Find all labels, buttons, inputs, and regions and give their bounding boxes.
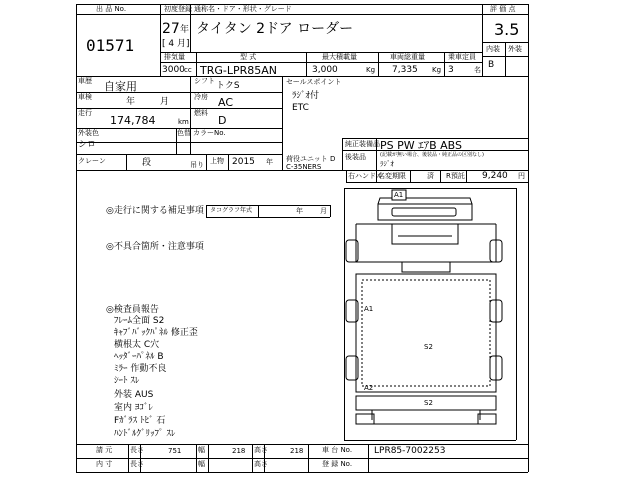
gross-weight: 7,335 (392, 65, 418, 75)
capacity-label: 乗車定員 (448, 53, 476, 61)
height-label: 高さ (254, 446, 268, 454)
recycle-paid-label: 済 (427, 172, 434, 180)
sales-point-line: ﾗｼﾞｵ付 (292, 91, 320, 101)
length-value: 751 (168, 447, 182, 455)
ac: AC (218, 96, 234, 109)
fuel-label: 燃料 (194, 109, 208, 117)
recycle-label: R預託 (446, 172, 465, 180)
km-unit: km (178, 118, 189, 126)
report-item: 外装 AUS (114, 390, 154, 400)
color-number-label: カラーNo. (193, 129, 226, 137)
model-code: TRG-LPR85AN (200, 64, 278, 77)
report-item: ﾌﾚｰﾑ全面 S2 (114, 316, 165, 326)
interior-label: 内装 (486, 45, 500, 53)
report-item: ｷｬﾌﾞﾊﾞｯｸﾊﾟﾈﾙ 修正歪 (114, 328, 198, 338)
damage-mark: A1 (394, 191, 404, 199)
inspector-report-title: ◎検査員報告 (106, 305, 159, 315)
first-reg-month: [ 4 月] (162, 39, 190, 49)
shift: トクS (216, 81, 240, 91)
length-label: 長さ (130, 446, 144, 454)
loader-model: C-35NERS (286, 163, 322, 171)
shift-label: シフト (194, 77, 215, 85)
color-change-label: 色替 (177, 129, 191, 137)
aftermarket-note: (記載が無い場合、後装品・純正品の区別なし) (380, 152, 484, 158)
model-label: 型 式 (240, 53, 257, 61)
mileage-label: 走行 (78, 109, 92, 117)
report-item: ﾐﾗｰ 作動不良 (114, 364, 167, 374)
max-load: 3,000 (312, 65, 338, 75)
persons-unit: 名 (474, 66, 481, 74)
displacement-label: 排気量 (164, 53, 185, 61)
tacho-month: 月 (320, 207, 327, 215)
gross-weight-label: 車両総重量 (390, 53, 425, 61)
fuel: D (218, 114, 227, 127)
title-change-label: 名変期限 (378, 172, 406, 180)
mileage: 174,784 (110, 114, 156, 127)
ac-label: 冷房 (194, 93, 208, 101)
equipment-label: 純正装備品 (345, 140, 380, 148)
lot-number: 01571 (86, 36, 135, 55)
sales-point-line: ETC (292, 103, 309, 113)
displacement: 3000 (162, 65, 185, 75)
upper-year: 2015 (232, 157, 255, 167)
report-item: ｼｰﾄ ｽﾚ (114, 376, 140, 386)
damage-mark: S2 (424, 399, 433, 407)
damage-mark: A2 (364, 384, 374, 392)
defects-title: ◎不具合箇所・注意事項 (106, 242, 204, 252)
report-item: ﾍｯﾀﾞｰﾊﾟﾈﾙ B (114, 352, 164, 362)
aftermarket: ﾗｼﾞｵ (380, 160, 394, 168)
first-reg-label: 初度登録 (164, 5, 192, 13)
exterior-label: 外装 (508, 45, 522, 53)
width-label: 幅 (198, 446, 205, 454)
width-value: 218 (232, 447, 246, 455)
inspection-label: 車検 (78, 93, 92, 101)
year-label: 年 (180, 25, 190, 35)
report-item: 横根太 C穴 (114, 340, 160, 350)
first-reg-year: 27 (162, 21, 180, 37)
cc-unit: cc (184, 66, 192, 74)
max-load-label: 最大積載量 (322, 53, 357, 61)
upper-label: 上物 (210, 157, 224, 165)
loader-label: 荷役ユニット D (286, 155, 336, 163)
crane-label: クレーン (78, 157, 106, 165)
tacho-label: タコグラフ年式 (210, 207, 253, 214)
score: 3.5 (494, 20, 520, 39)
tacho-year: 年 (296, 207, 303, 215)
inner-length-label: 長さ (130, 460, 144, 468)
running-notes-title: ◎走行に関する補足事項 (106, 206, 204, 216)
report-item: Fｶﾞﾗｽ ﾄﾋﾞ 石 (114, 416, 166, 426)
inspection-month: 月 (160, 97, 170, 107)
damage-mark: A1 (364, 305, 374, 313)
inner-height-label: 高さ (254, 460, 268, 468)
outer-dims-label: 請 元 (96, 446, 113, 454)
report-item: 室内 ﾖｺﾞﾚ (114, 403, 153, 413)
damage-mark: S2 (424, 343, 433, 351)
recycle-fee: 9,240 (482, 171, 508, 181)
kg-unit: Kg (366, 66, 376, 74)
upper-year-unit: 年 (266, 158, 273, 166)
color: シロ (78, 140, 97, 150)
kg-unit-2: Kg (432, 66, 442, 74)
chassis-label: 車 台 No. (322, 446, 353, 454)
crane-stage: 段 (142, 158, 152, 168)
chassis-number: LPR85-7002253 (374, 446, 446, 456)
car-name: タイタン 2ドア ローダー (196, 21, 354, 37)
report-item: ﾊﾝﾄﾞﾙｸﾞﾘｯﾌﾟ ｽﾚ (114, 429, 176, 439)
inner-dims-label: 内 寸 (96, 460, 113, 468)
capacity: 3 (448, 65, 454, 75)
score-label: 評 価 点 (490, 5, 516, 13)
equipment: PS PW ｴｱB ABS (380, 139, 463, 152)
category: 自家用 (104, 80, 137, 93)
color-label: 外装色 (78, 129, 99, 137)
category-label: 車歴 (78, 77, 92, 85)
interior-grade: B (488, 60, 495, 70)
lot-label: 出 品 No. (96, 5, 127, 13)
inspection-year: 年 (126, 97, 136, 107)
car-name-label: 通称名・ドア・形状・グレード (194, 5, 292, 13)
aftermarket-label: 後装品 (345, 153, 366, 161)
yen-unit: 円 (518, 172, 525, 180)
inner-width-label: 幅 (198, 460, 205, 468)
sales-point-title: セールスポイント (286, 78, 342, 86)
crane-unit: 吊り (190, 161, 204, 169)
registration-label: 登 録 No. (322, 460, 353, 468)
right-handle-label: 右ハンドル (348, 172, 383, 180)
height-value: 218 (290, 447, 304, 455)
